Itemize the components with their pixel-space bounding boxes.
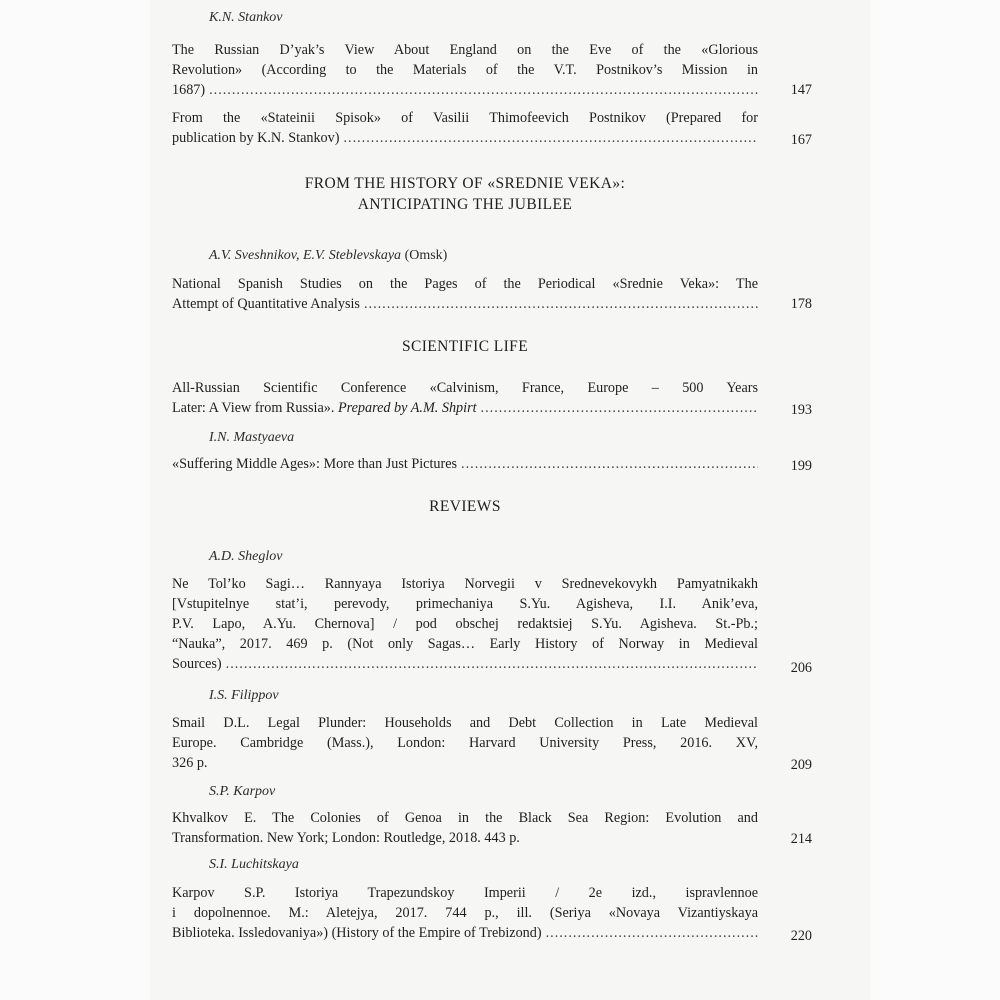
section-heading-line: ANTICIPATING THE JUBILEE [357, 196, 573, 213]
section-heading [172, 336, 758, 357]
section-heading-line: REVIEWS [429, 498, 501, 515]
toc-entry[interactable] [172, 713, 812, 773]
entry-title-line-last [172, 654, 758, 674]
toc-entry[interactable] [172, 808, 812, 848]
toc-entry[interactable] [172, 108, 812, 148]
page-number: 147 [790, 82, 812, 98]
entry-title-line: All-Russian Scientific Conference «Calvinism, France, Europe – 500 Years [172, 380, 758, 396]
leader-dots [481, 398, 758, 418]
entry-title-line: Karpov S.P. Istoriya Trapezundskoy Imperii / 2e izd., ispravlennoe [172, 885, 758, 901]
page-number: 167 [790, 132, 812, 148]
page-number: 206 [790, 660, 812, 676]
entry-editor: Prepared by A.M. Shpirt [337, 400, 477, 416]
entry-author [209, 248, 447, 264]
section-heading [172, 173, 758, 215]
section-heading-line: SCIENTIFIC LIFE [401, 338, 529, 355]
leader-dots [364, 294, 758, 314]
toc-entry[interactable] [172, 574, 812, 674]
entry-title-line: The Russian D’yak’s View About England on the Eve of the «Glorious [172, 42, 758, 58]
entry-title-line: From the «Stateinii Spisok» of Vasilii Thimofeevich Postnikov (Prepared for [172, 110, 758, 126]
leader-dots [343, 128, 758, 148]
entry-author: K.N. Stankov [209, 10, 283, 25]
entry-author: I.S. Filippov [209, 688, 279, 703]
entry-title-line: Revolution» (According to the Materials of the V.T. Postnikov’s Mission in [172, 62, 758, 78]
page-number: 193 [790, 402, 812, 418]
page-number: 214 [790, 831, 812, 847]
leader-dots [209, 80, 758, 100]
entry-title-line: Europe. Cambridge (Mass.), London: Harvard University Press, 2016. XV, [172, 735, 758, 751]
entry-title-line: Smail D.L. Legal Plunder: Households and Debt Collection in Late Medieval [172, 715, 758, 731]
page-number: 178 [790, 296, 812, 312]
entry-title-text: Transformation. New York; London: Routledge, 2018. 443 p. [172, 830, 520, 846]
entry-title-line: National Spanish Studies on the Pages of the Periodical «Srednie Veka»: The [172, 276, 758, 292]
page-number: 220 [790, 928, 812, 944]
author-location: (Omsk) [404, 248, 448, 263]
toc-entry[interactable] [172, 378, 812, 418]
entry-title-line: Khvalkov E. The Colonies of Genoa in the Black Sea Region: Evolution and [172, 810, 758, 826]
entry-title-line-last [172, 753, 758, 773]
toc-entry[interactable] [172, 40, 812, 100]
page-number: 199 [790, 458, 812, 474]
page-number: 209 [790, 757, 812, 773]
section-heading [172, 496, 758, 517]
entry-title-text: Later: A View from Russia». [172, 400, 335, 416]
leader-dots [546, 923, 758, 943]
toc-entry[interactable] [172, 883, 812, 943]
entry-title-line: “Nauka”, 2017. 469 p. (Not only Sagas… Early History of Norway in Medieval [172, 636, 758, 652]
entry-title-line-last [172, 128, 758, 148]
entry-title-line: P.V. Lapo, A.Yu. Chernova] / pod obschej redaktsiej S.Yu. Agisheva. St.-Pb.; [172, 616, 758, 632]
entry-title-line: i dopolnennoe. M.: Aletejya, 2017. 744 p., ill. (Seriya «Novaya Vizantiyskaya [172, 905, 758, 921]
entry-title-line-last [172, 828, 758, 848]
entry-title-text: publication by K.N. Stankov) [172, 130, 340, 146]
entry-title-line-last [172, 454, 758, 474]
section-heading-line: FROM THE HISTORY OF «SREDNIE VEKA»: [304, 175, 626, 192]
entry-author: I.N. Mastyaeva [209, 430, 295, 445]
entry-title-text: Attempt of Quantitative Analysis [172, 296, 360, 312]
entry-title-text: «Suffering Middle Ages»: More than Just Pictures [172, 456, 458, 472]
entry-title-line: [Vstupitelnye stat’i, perevody, primechaniya S.Yu. Agisheva, I.I. Anik’eva, [172, 596, 758, 612]
entry-author: S.I. Luchitskaya [209, 857, 299, 872]
entry-title-line: Ne Tol’ko Sagi… Rannyaya Istoriya Norvegii v Srednevekovykh Pamyatnikakh [172, 576, 758, 592]
entry-title-line-last [172, 80, 758, 100]
author-names: A.V. Sveshnikov, E.V. Steblevskaya [209, 248, 402, 263]
entry-title-text: Sources) [172, 656, 222, 672]
entry-title-line-last [172, 923, 758, 943]
entry-title-line-last [172, 398, 758, 418]
entry-title-text: Biblioteka. Issledovaniya») (History of the Empire of Trebizond) [172, 925, 542, 941]
entry-title-text: 326 p. [172, 755, 208, 771]
entry-title-text: 1687) [172, 82, 206, 98]
toc-entry[interactable] [172, 274, 812, 314]
entry-author: A.D. Sheglov [209, 549, 283, 564]
leader-dots [461, 454, 758, 474]
leader-dots [226, 654, 758, 674]
toc-entry[interactable] [172, 454, 812, 474]
entry-title-line-last [172, 294, 758, 314]
entry-author: S.P. Karpov [209, 784, 276, 799]
